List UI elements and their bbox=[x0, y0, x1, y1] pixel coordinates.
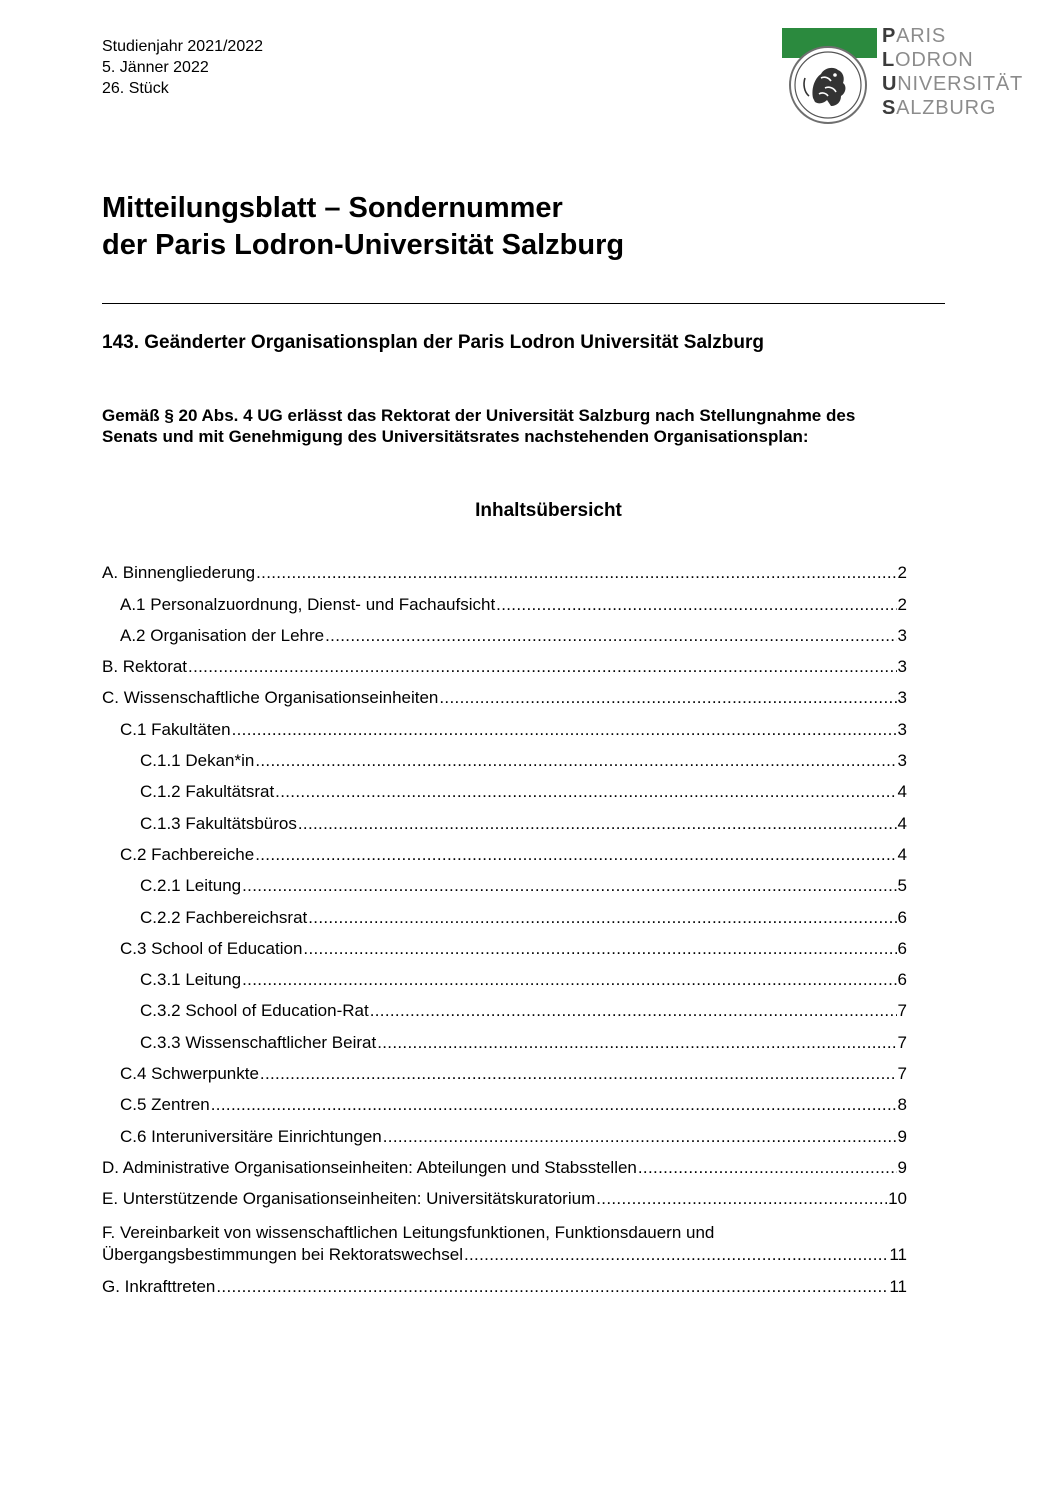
toc-entry-label: C.6 Interuniversitäre Einrichtungen bbox=[120, 1126, 382, 1146]
toc-leader-dots bbox=[377, 1032, 896, 1054]
toc-leader-dots bbox=[298, 813, 897, 835]
toc-leader-dots bbox=[256, 562, 896, 584]
toc-page-number: 3 bbox=[897, 719, 907, 739]
toc-entry-label: A.1 Personalzuordnung, Dienst- und Fachaufsicht bbox=[120, 594, 496, 614]
logo-wordmark bbox=[882, 24, 1023, 120]
toc-page-number: 7 bbox=[897, 1001, 907, 1021]
toc-entry-label: C.5 Zentren bbox=[120, 1095, 210, 1115]
toc-leader-dots bbox=[260, 1063, 897, 1085]
toc-entry[interactable] bbox=[102, 835, 907, 866]
toc-entry-label: C.3.2 School of Education-Rat bbox=[140, 1001, 369, 1021]
toc-entry[interactable] bbox=[102, 772, 907, 803]
toc-entry-label: C.1 Fakultäten bbox=[120, 719, 231, 739]
issue-date: 5. Jänner 2022 bbox=[102, 59, 209, 76]
toc-entry-label: A.2 Organisation der Lehre bbox=[120, 625, 325, 645]
preamble-text bbox=[102, 405, 982, 447]
toc-entry-label: G. Inkrafttreten bbox=[102, 1276, 216, 1296]
toc-entry[interactable] bbox=[102, 1266, 907, 1297]
toc-entry-label: D. Administrative Organisationseinheiten: Abteilungen und Stabsstellen bbox=[102, 1157, 637, 1177]
toc-page-number: 5 bbox=[897, 876, 907, 896]
toc-entry-label: C.2 Fachbereiche bbox=[120, 844, 255, 864]
toc-leader-dots bbox=[303, 938, 896, 960]
toc-entry[interactable] bbox=[102, 678, 907, 709]
toc-entry[interactable] bbox=[102, 553, 907, 584]
toc-leader-dots bbox=[255, 844, 896, 866]
toc-entry[interactable] bbox=[102, 866, 907, 897]
toc-entry[interactable] bbox=[102, 616, 907, 647]
toc-page-number: 2 bbox=[897, 594, 907, 614]
toc-entry-label: E. Unterstützende Organisationseinheiten: Universitätskuratorium bbox=[102, 1189, 596, 1209]
toc-entry-label: C.4 Schwerpunkte bbox=[120, 1064, 259, 1084]
toc-entry-label: C.2.2 Fachbereichsrat bbox=[140, 907, 308, 927]
toc-page-number: 4 bbox=[897, 844, 907, 864]
toc-leader-dots bbox=[464, 1244, 888, 1266]
toc-leader-dots bbox=[242, 875, 896, 897]
toc-leader-dots bbox=[232, 719, 897, 741]
toc-page-number: 6 bbox=[897, 938, 907, 958]
toc-leader-dots bbox=[211, 1094, 897, 1116]
toc-page-number: 11 bbox=[889, 1245, 907, 1265]
toc-entry[interactable] bbox=[102, 709, 907, 740]
toc-leader-dots bbox=[439, 687, 896, 709]
toc-entry-label: C.2.1 Leitung bbox=[140, 876, 242, 896]
toc-entry[interactable] bbox=[102, 1085, 907, 1116]
toc-entry-label: F. Vereinbarkeit von wissenschaftlichen Leitungsfunktionen, Funktionsdauern und bbox=[102, 1223, 715, 1243]
toc-page-number: 3 bbox=[897, 657, 907, 677]
toc-entry[interactable] bbox=[102, 741, 907, 772]
toc-page-number: 8 bbox=[897, 1095, 907, 1115]
toc-page-number: 4 bbox=[897, 782, 907, 802]
table-of-contents bbox=[102, 553, 907, 1298]
toc-entry-label: A. Binnengliederung bbox=[102, 563, 256, 583]
university-logo bbox=[782, 25, 1042, 128]
toc-entry[interactable] bbox=[102, 803, 907, 834]
issue-meta bbox=[102, 36, 263, 99]
toc-entry[interactable] bbox=[102, 1054, 907, 1085]
toc-entry[interactable] bbox=[102, 1022, 907, 1053]
toc-leader-dots bbox=[596, 1188, 887, 1210]
toc-entry-label: B. Rektorat bbox=[102, 657, 188, 677]
toc-entry[interactable] bbox=[102, 1179, 907, 1210]
toc-entry-label: C.3 School of Education bbox=[120, 938, 303, 958]
toc-leader-dots bbox=[370, 1000, 897, 1022]
toc-page-number: 2 bbox=[897, 563, 907, 583]
toc-page-number: 10 bbox=[888, 1189, 907, 1209]
toc-page-number: 9 bbox=[897, 1157, 907, 1177]
toc-entry[interactable] bbox=[102, 584, 907, 615]
toc-page-number: 4 bbox=[897, 813, 907, 833]
document-title bbox=[102, 190, 624, 264]
toc-leader-dots bbox=[188, 656, 896, 678]
toc-entry-label: Übergangsbestimmungen bei Rektoratswechsel bbox=[102, 1245, 463, 1265]
toc-page-number: 9 bbox=[897, 1126, 907, 1146]
logo-word: UNIVERSITÄT bbox=[882, 73, 1024, 95]
logo-word: SALZBURG bbox=[882, 97, 997, 119]
toc-page-number: 3 bbox=[897, 688, 907, 708]
toc-entry[interactable] bbox=[102, 991, 907, 1022]
toc-entry-label: C.1.3 Fakultätsbüros bbox=[140, 813, 297, 833]
toc-entry[interactable] bbox=[102, 1116, 907, 1147]
toc-page-number: 3 bbox=[897, 625, 907, 645]
toc-entry[interactable] bbox=[102, 1210, 907, 1266]
toc-entry[interactable] bbox=[102, 897, 907, 928]
toc-leader-dots bbox=[496, 594, 896, 616]
toc-entry-label: C. Wissenschaftliche Organisationseinheiten bbox=[102, 688, 439, 708]
toc-leader-dots bbox=[383, 1126, 897, 1148]
toc-leader-dots bbox=[638, 1157, 897, 1179]
toc-leader-dots bbox=[275, 781, 896, 803]
toc-heading: Inhaltsübersicht bbox=[475, 500, 622, 521]
lion-seal-icon bbox=[789, 46, 867, 124]
toc-page-number: 7 bbox=[897, 1032, 907, 1052]
announcement-heading: 143. Geänderter Organisationsplan der Paris Lodron Universität Salzburg bbox=[102, 332, 765, 353]
toc-leader-dots bbox=[242, 969, 896, 991]
toc-leader-dots bbox=[216, 1276, 888, 1298]
logo-word: LODRON bbox=[882, 49, 974, 71]
toc-page-number: 7 bbox=[897, 1064, 907, 1084]
toc-page-number: 6 bbox=[897, 907, 907, 927]
toc-entry-label: C.3.1 Leitung bbox=[140, 970, 242, 990]
toc-page-number: 11 bbox=[889, 1276, 907, 1296]
toc-entry[interactable] bbox=[102, 960, 907, 991]
toc-entry[interactable] bbox=[102, 647, 907, 678]
toc-leader-dots bbox=[308, 907, 896, 929]
toc-entry-label: C.1.1 Dekan*in bbox=[140, 751, 255, 771]
toc-entry-label: C.1.2 Fakultätsrat bbox=[140, 782, 275, 802]
title-divider bbox=[102, 303, 945, 304]
toc-page-number: 6 bbox=[897, 970, 907, 990]
toc-entry[interactable] bbox=[102, 929, 907, 960]
toc-entry[interactable] bbox=[102, 1148, 907, 1179]
issue-number: 26. Stück bbox=[102, 80, 169, 97]
logo-word: PARIS bbox=[882, 25, 947, 47]
academic-year: Studienjahr 2021/2022 bbox=[102, 38, 264, 55]
toc-page-number: 3 bbox=[897, 751, 907, 771]
preamble-line: Gemäß § 20 Abs. 4 UG erlässt das Rektorat der Universität Salzburg nach Stellungnahme des bbox=[102, 406, 856, 425]
toc-entry-label: C.3.3 Wissenschaftlicher Beirat bbox=[140, 1032, 377, 1052]
toc-leader-dots bbox=[255, 750, 896, 772]
title-line: der Paris Lodron-Universität Salzburg bbox=[102, 229, 625, 261]
preamble-line: Senats und mit Genehmigung des Universitätsrates nachstehenden Organisationsplan: bbox=[102, 427, 809, 446]
toc-leader-dots bbox=[325, 625, 896, 647]
title-line: Mitteilungsblatt – Sondernummer bbox=[102, 192, 563, 224]
